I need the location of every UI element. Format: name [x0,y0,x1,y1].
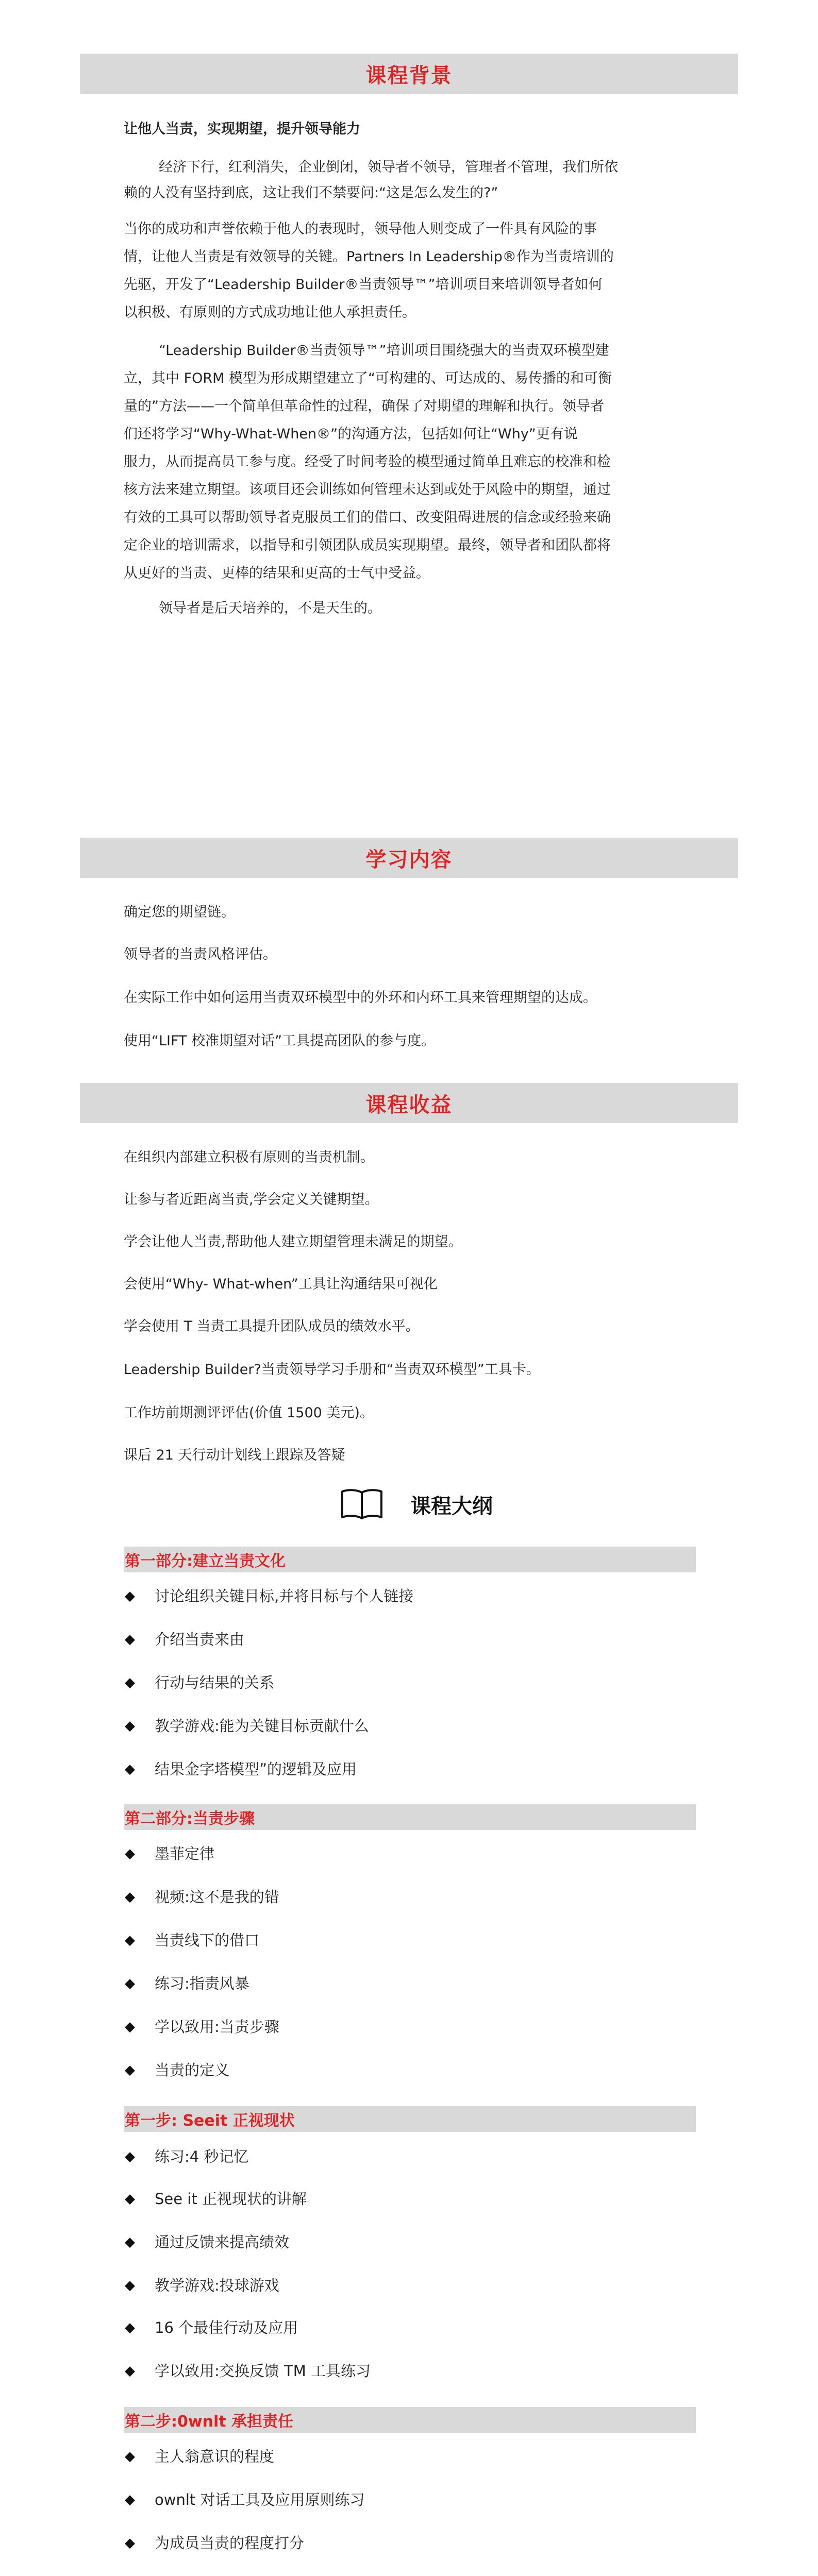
outline-item [125,2492,365,2508]
outline-item-text: 视频:这不是我的错 [155,1888,279,1906]
outline-item-text: 结果金字塔模型”的逻辑及应用 [155,1760,357,1778]
outline-item [125,1761,357,1777]
diamond-bullet-icon: ◆ [125,1588,135,1604]
section-header-learning [80,838,738,878]
diamond-bullet-icon: ◆ [125,2191,135,2207]
outline-item [125,2363,371,2379]
paragraph-line: 定企业的培训需求，以指导和引领团队成员实现期望。最终，领导者和团队都将 [124,537,611,553]
paragraph-line: 赖的人没有坚持到底，这让我们不禁要问:“这是怎么发生的?” [124,185,498,201]
learning-item: 确定您的期望链。 [124,904,235,920]
outline-title: 课程大纲 [410,1494,493,1518]
outline-section-title: 第二部分:当责步骤 [125,1810,255,1828]
outline-item-text: 学以致用:当责步骤 [155,2018,279,2036]
outline-header [340,1484,493,1525]
diamond-bullet-icon: ◆ [125,2449,135,2464]
diamond-bullet-icon: ◆ [125,2363,135,2379]
outline-item-text: 讨论组织关键目标,并将目标与个人链接 [155,1587,414,1605]
outline-item-text: 主人翁意识的程度 [155,2448,275,2465]
diamond-bullet-icon: ◆ [125,1933,135,1948]
outline-item-text: 当责线下的借口 [155,1931,260,1949]
diamond-bullet-icon: ◆ [125,1889,135,1905]
paragraph-line: 先驱，开发了“Leadership Builder®当责领导™”培训项目来培训领导者如何 [124,277,603,293]
learning-item: 在实际工作中如何运用当责双环模型中的外环和内环工具来管理期望的达成。 [124,990,597,1006]
diamond-bullet-icon: ◆ [125,1846,135,1861]
diamond-bullet-icon: ◆ [125,2320,135,2335]
outline-item [125,1588,413,1604]
diamond-bullet-icon: ◆ [125,1761,135,1777]
outline-item [125,1631,244,1648]
outline-item-text: 墨菲定律 [155,1845,215,1862]
paragraph-line: 经济下行，红利消失，企业倒闭，领导者不领导，管理者不管理，我们所依 [159,159,618,175]
outline-section-header [124,2407,696,2433]
paragraph-line: 情，让他人当责是有效领导的关键。Partners In Leadership®作为当责培训的 [124,249,614,265]
paragraph-line: 有效的工具可以帮助领导者克服员工们的借口、改变阻碍进展的信念或经验来确 [124,510,611,526]
diamond-bullet-icon: ◆ [125,2535,135,2551]
outline-item [125,2148,248,2165]
benefit-item: 学会让他人当责,帮助他人建立期望管理未满足的期望。 [124,1234,462,1250]
outline-item-text: 通过反馈来提高绩效 [155,2233,290,2251]
diamond-bullet-icon: ◆ [125,1632,135,1647]
outline-item-text: 16 个最佳行动及应用 [155,2319,298,2336]
outline-item-text: See it 正视现状的讲解 [155,2190,307,2208]
paragraph-line: 服力，从而提高员工参与度。经受了时间考验的模型通过简单且难忘的校准和检 [124,454,611,470]
outline-section-title: 第二步:0wnlt 承担责任 [125,2413,294,2431]
diamond-bullet-icon: ◆ [125,1976,135,1991]
benefit-item: 让参与者近距离当责,学会定义关键期望。 [124,1192,379,1208]
benefit-item: 在组织内部建立积极有原则的当责机制。 [124,1149,374,1165]
outline-section-title: 第一部分:建立当责文化 [125,1552,286,1570]
outline-item [125,2019,279,2035]
outline-section-header [124,1804,696,1830]
paragraph-line: 领导者是后天培养的，不是天生的。 [159,600,381,616]
paragraph-line: 量的”方法——一个简单但革命性的过程，确保了对期望的理解和执行。领导者 [124,398,604,414]
section-header-benefits [80,1083,738,1123]
outline-item [125,1845,214,1862]
outline-item [125,2191,307,2207]
outline-item-text: 介绍当责来由 [155,1631,245,1648]
outline-item-text: 练习:指责风暴 [155,1975,249,1992]
paragraph-line: “Leadership Builder®当责领导™”培训项目围绕强大的当责双环模型建 [159,343,609,359]
outline-item-text: 行动与结果的关系 [155,1674,275,1691]
section-header-background [80,54,738,94]
section-title: 课程背景 [365,63,453,88]
outline-item [125,2448,274,2465]
benefit-item: 学会使用 T 当责工具提升团队成员的绩效水平。 [124,1318,420,1334]
benefit-item: 工作坊前期测评评估(价值 1500 美元)。 [124,1405,374,1421]
benefit-item: Leadership Builder?当责领导学习手册和“当责双环模型”工具卡。 [124,1362,540,1378]
outline-item [125,2535,304,2551]
outline-item-text: 为成员当责的程度打分 [155,2534,305,2552]
diamond-bullet-icon: ◆ [125,2149,135,2164]
diamond-bullet-icon: ◆ [125,1718,135,1734]
outline-item [125,2319,298,2336]
outline-item-text: 练习:4 秒记忆 [155,2148,249,2165]
paragraph-line: 从更好的当责、更棒的结果和更高的士气中受益。 [124,565,430,581]
paragraph-line: 们还将学习“Why-What-When®”的沟通方法，包括如何让“Why”更有说 [124,426,578,442]
outline-item [125,1889,279,1905]
outline-item-text: 教学游戏:能为关键目标贡献什么 [155,1717,369,1735]
section-title: 课程收益 [365,1093,453,1117]
paragraph-line: 以积极、有原则的方式成功地让他人承担责任。 [124,304,416,320]
outline-item [125,2277,279,2294]
paragraph-line: 立，其中 FORM 模型为形成期望建立了“可构建的、可达成的、易传播的和可衡 [124,370,612,386]
book-icon [340,1488,383,1520]
outline-item [125,1975,249,1992]
outline-section-header [124,2106,696,2132]
diamond-bullet-icon: ◆ [125,2234,135,2250]
outline-item [125,2062,229,2078]
paragraph-line: 当你的成功和声誉依赖于他人的表现时，领导他人则变成了一件具有风险的事 [124,221,597,237]
diamond-bullet-icon: ◆ [125,1675,135,1690]
diamond-bullet-icon: ◆ [125,2492,135,2507]
benefit-item: 课后 21 天行动计划线上跟踪及答疑 [124,1447,345,1463]
outline-item-text: 当责的定义 [155,2061,230,2079]
learning-item: 使用“LIFT 校准期望对话”工具提高团队的参与度。 [124,1033,436,1049]
outline-item [125,1932,259,1948]
outline-item-text: ownlt 对话工具及应用原则练习 [155,2491,365,2509]
background-subtitle: 让他人当责，实现期望，提升领导能力 [124,121,360,137]
diamond-bullet-icon: ◆ [125,2062,135,2078]
benefit-item: 会使用“Why- What-when”工具让沟通结果可视化 [124,1276,438,1292]
outline-item [125,1718,369,1734]
diamond-bullet-icon: ◆ [125,2019,135,2035]
diamond-bullet-icon: ◆ [125,2278,135,2293]
outline-item [125,1674,274,1691]
outline-section-header [124,1547,696,1572]
outline-section-title: 第一步: Seeit 正视现状 [125,2112,295,2130]
outline-item-text: 学以致用:交换反馈 TM 工具练习 [155,2362,371,2380]
outline-item [125,2234,289,2250]
paragraph-line: 核方法来建立期望。该项目还会训练如何管理未达到或处于风险中的期望，通过 [124,482,611,498]
outline-item-text: 教学游戏:投球游戏 [155,2277,279,2294]
learning-item: 领导者的当责风格评估。 [124,946,277,962]
section-title: 学习内容 [365,848,453,872]
